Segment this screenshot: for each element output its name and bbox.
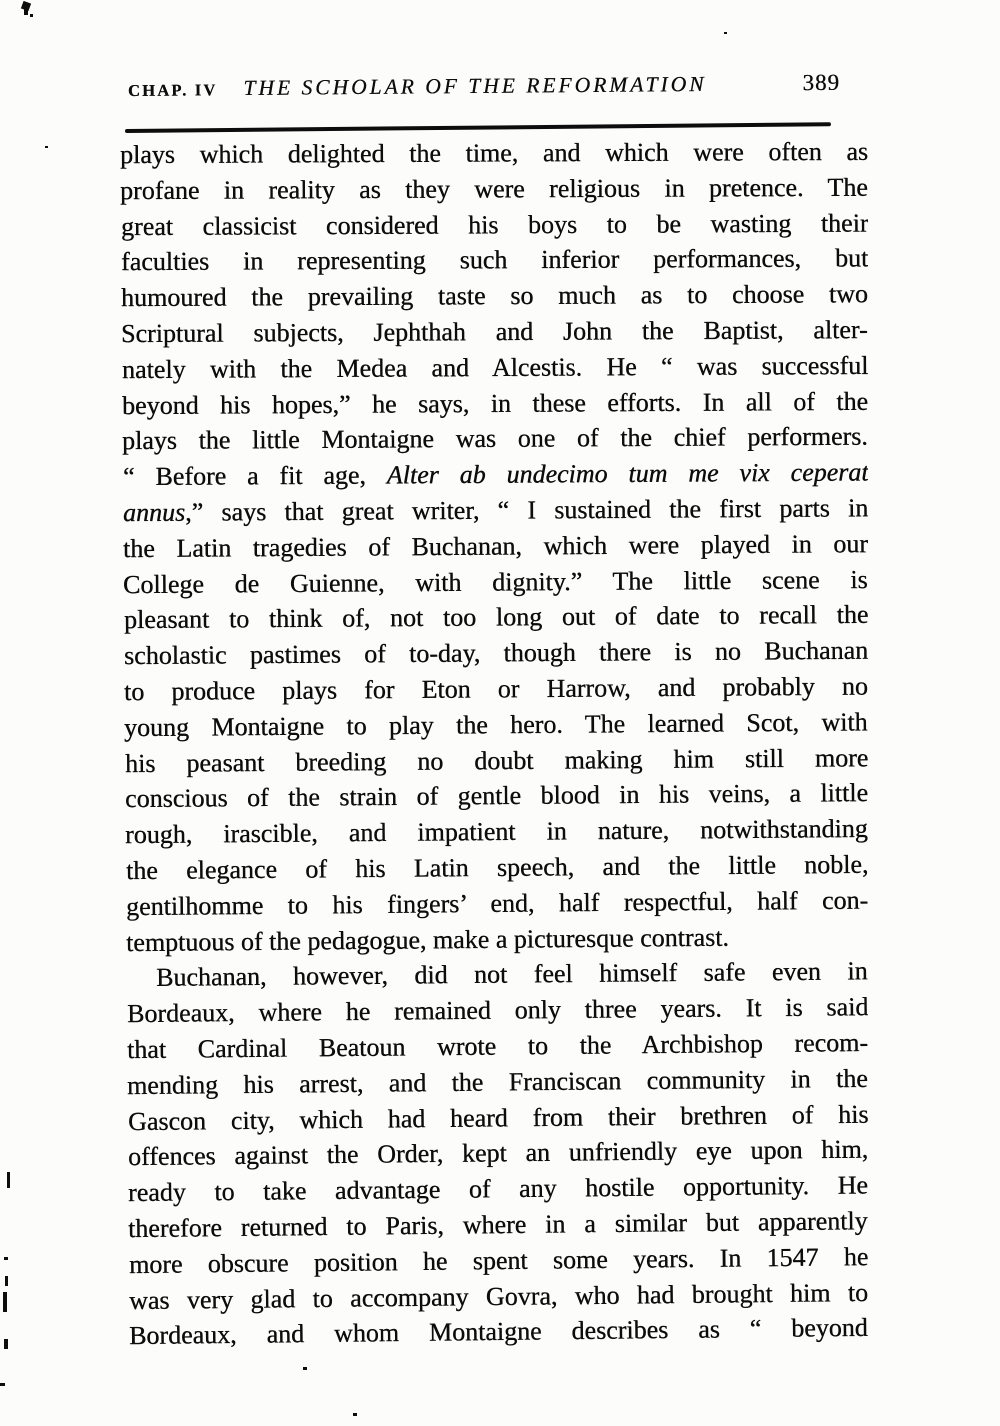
scan-speck [24,9,28,15]
text-line [125,847,868,889]
text-segment: his peasant breeding no doubt making him still more [124,742,869,778]
text-segment: therefore returned to Paris, where in a similar but apparently [128,1206,869,1243]
page-number: 389 [802,69,841,96]
scan-speck [353,1413,357,1416]
text-line [121,241,868,281]
text-segment: profane in reality as they were religious in pretence. The [120,172,869,205]
text-segment: pleasant to think of, not too long out of date to recall the [123,600,869,635]
text-segment: conscious of the strain of gentle blood in his veins, a little [124,778,869,814]
text-line [124,704,868,746]
running-title: THE SCHOLAR OF THE REFORMATION [243,71,707,100]
text-segment: offences against the Order, kept an unfriendly eye upon him, [127,1134,869,1172]
text-line [124,633,868,674]
text-segment: ready to take advantage of any hostile opportunity. He [127,1170,869,1208]
italic-text-segment: annus [122,497,186,527]
text-line [123,561,868,602]
text-line [122,455,868,495]
text-segment: Bordeaux, where he remained only three years. It is said [126,992,869,1029]
text-segment: Scriptural subjects, Jephthah and John the Baptist, alter- [121,314,869,348]
text-segment: rough, irascible, and impatient in nature, notwithstanding [125,813,869,850]
scan-speck [3,1292,7,1312]
text-segment: scholastic pastimes of to-day, though there is no Buchanan [123,635,869,671]
scan-speck [724,32,727,34]
text-line [123,526,868,567]
scan-speck [5,1276,8,1286]
text-segment: ,” says that great writer, “ I sustained the first parts in [184,493,869,527]
text-segment: mending his arrest, and the Franciscan community in the [127,1063,869,1100]
text-segment: beyond his hopes,” he says, in these efforts. In all of the [121,386,869,420]
text-segment: Buchanan, however, did not feel himself safe even in [156,956,869,993]
text-segment: Bordeaux, and whom Montaigne describes as “ beyond [129,1312,869,1351]
text-segment: that Cardinal Beatoun wrote to the Archbishop recom- [126,1027,869,1064]
text-line [123,490,868,531]
scan-speck [45,146,48,148]
text-line [122,383,868,423]
scan-speck [303,1367,307,1370]
text-segment: to produce plays for Eton or Harrow, and probably no [124,671,869,706]
text-line [120,134,868,173]
text-line [122,419,868,459]
text-segment: plays which delighted the time, and which were often as [119,136,869,169]
scan-speck [7,1172,10,1188]
scan-speck [4,1257,8,1260]
text-segment: nately with the Medea and Alcestis. He “ was successful [121,350,869,384]
text-segment: faculties in representing such inferior performances, but [120,243,869,277]
scan-speck [30,14,33,17]
text-segment: College de Guienne, with dignity.” The little scene is [123,564,869,599]
scan-speck [4,1339,8,1349]
text-line [121,276,868,316]
body-text [120,137,868,1354]
text-segment: great classicist considered his boys to be wasting their [120,208,869,241]
text-segment: more obscure position he spent some years. In 1547 he [128,1241,869,1279]
text-segment: young Montaigne to play the hero. The learned Scot, with [124,707,869,742]
text-segment: “ Before a fit age, [122,460,387,492]
italic-text-segment: Alter ab undecimo tum me vix ceperat [386,457,869,490]
header-rule [125,122,831,133]
text-line [120,169,868,208]
text-line [126,882,868,924]
text-line [122,348,869,388]
text-line [129,1310,868,1354]
text-line [124,668,868,709]
header-spacer [707,90,803,91]
text-segment: temptuous of the pedagogue, make a picturesque contrast. [126,922,730,957]
text-segment: the Latin tragedies of Buchanan, which were played in our [122,528,869,563]
chapter-label: CHAP. IV [127,80,218,100]
text-line [123,597,868,638]
text-segment: humoured the prevailing taste so much as to choose two [121,279,869,313]
scan-speck [0,1383,5,1386]
text-segment: the elegance of his Latin speech, and the little noble, [125,849,869,885]
text-segment: Gascon city, which had heard from their brethren of his [127,1099,869,1136]
page-header [128,70,840,102]
text-segment: was very glad to accompany Govra, who had brought him to [128,1277,869,1315]
text-line [120,205,868,244]
text-segment: plays the little Montaigne was one of the chief performers. [122,421,869,456]
text-segment: gentilhomme to his fingers’ end, half respectful, half con- [125,885,869,921]
text-line [121,312,868,352]
